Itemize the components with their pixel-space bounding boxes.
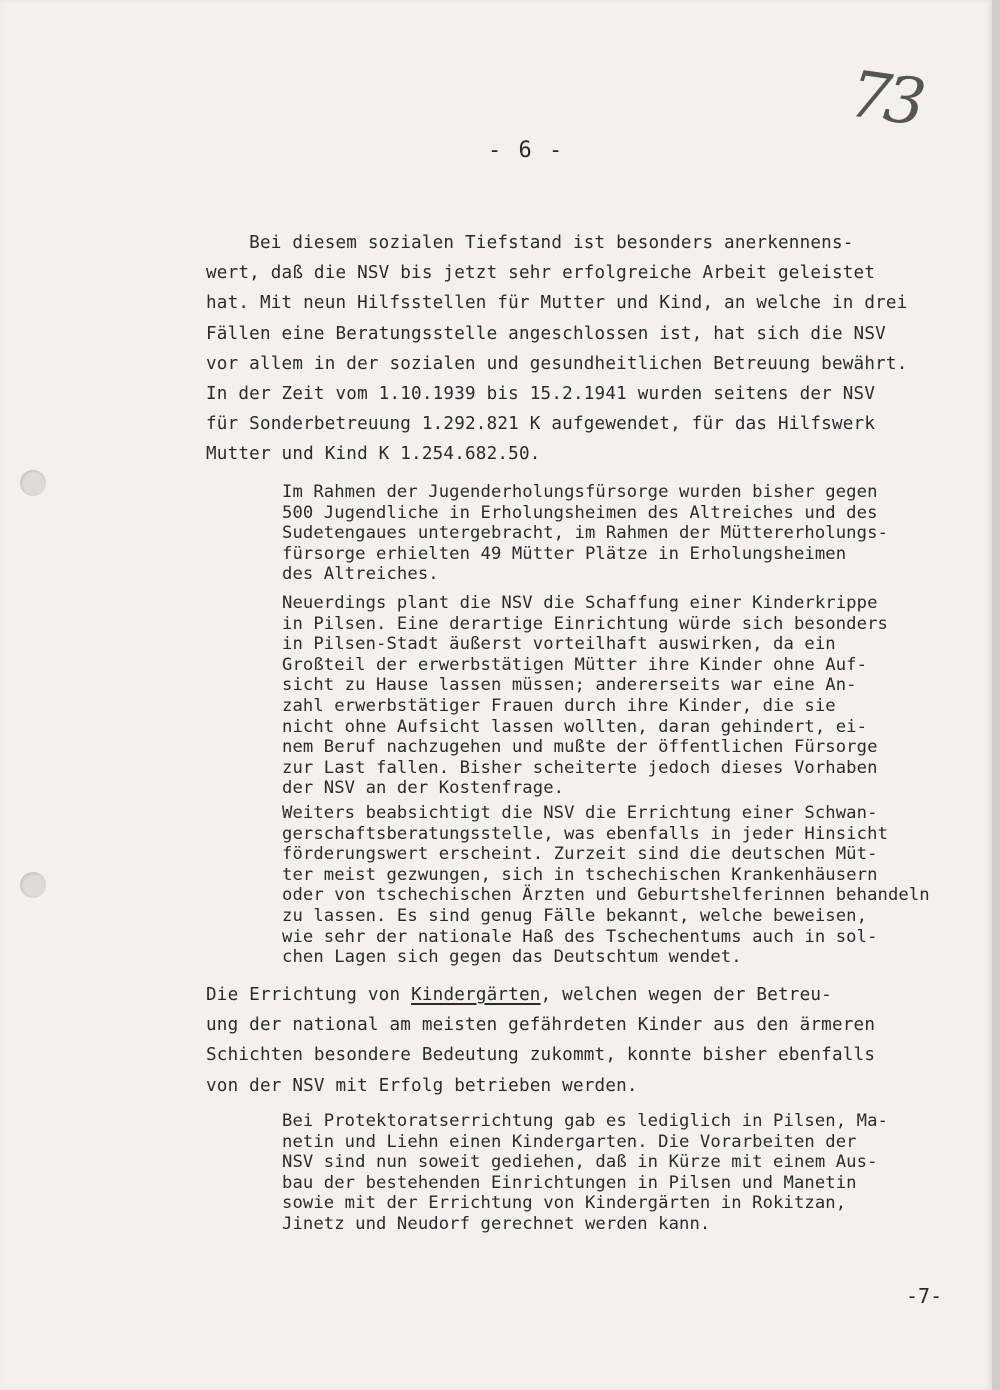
paragraph-6: Bei Protektoratserrichtung gab es lediglich in Pilsen, Ma- netin und Liehn einen Kindergarten. Die Vorarbeiten der NSV sind nun soweit gediehen, daß in Kürze mit einem Aus- bau der bestehenden Einrichtungen in Pilsen und Manetin sowie mit der Errichtung von Kindergärten in Rokitzan, Jinetz und Neudorf gerechnet werden kann.	[282, 1111, 888, 1234]
punch-hole	[20, 872, 46, 898]
next-page-marker: -7-	[906, 1284, 943, 1308]
paragraph-5-rest: , welchen wegen der Betreu- ung der national am meisten gefährdeten Kinder aus den ärmeren Schichten besondere Bedeutung zukommt, konnte bisher ebenfalls von der NSV mit Erfolg betrieben werden.	[206, 985, 876, 1096]
punch-hole	[20, 470, 46, 496]
paragraph-1: Bei diesem sozialen Tiefstand ist besonders anerkennens- wert, daß die NSV bis jetzt sehr erfolgreiche Arbeit geleistet hat. Mit neun Hilfsstellen für Mutter und Kind, an welche in drei Fällen eine Beratungsstelle angeschlossen ist, hat sich die NSV vor allem in der sozialen und gesundheitlichen Betreuung bewährt. In der Zeit vom 1.10.1939 bis 15.2.1941 wurden seitens der NSV für Sonderbetreuung 1.292.821 K aufgewendet, für das Hilfswerk Mutter und Kind K 1.254.682.50.	[206, 233, 908, 465]
page-number: - 6 -	[488, 138, 565, 163]
paragraph-4: Weiters beabsichtigt die NSV die Errichtung einer Schwan- gerschaftsberatungsstelle, was ebenfalls in jeder Hinsicht förderungswert erscheint. Zurzeit sind die deutschen Müt- ter meist gezwungen, sich in tschechischen Krankenhäusern oder von tschechischen Ärzten und Geburtshelferinnen behandeln zu lassen. Es sind genug Fälle bekannt, welche beweisen, wie sehr der nationale Haß des Tschechentums auch in sol- chen Lagen sich gegen das Deutschtum wendet.	[282, 803, 930, 968]
paragraph-5-start: Die Errichtung von	[206, 985, 412, 1005]
paragraph-5	[206, 980, 875, 1101]
underlined-term: Kindergärten	[411, 985, 541, 1005]
paragraph-2: Im Rahmen der Jugenderholungsfürsorge wurden bisher gegen 500 Jugendliche in Erholungsheimen des Altreiches und des Sudetengaues untergebracht, im Rahmen der Müttererholungs- fürsorge erhielten 49 Mütter Plätze in Erholungsheimen des Altreiches.	[282, 482, 888, 585]
handwritten-folio-number: 73	[845, 57, 925, 141]
paragraph-3: Neuerdings plant die NSV die Schaffung einer Kinderkrippe in Pilsen. Eine derartige Einrichtung würde sich besonders in Pilsen-Stadt äußerst vorteilhaft auswirken, da ein Großteil der erwerbstätigen Mütter ihre Kinder ohne Auf- sicht zu Hause lassen müssen; andererseits war eine An- zahl erwerbstätiger Frauen durch ihre Kinder, die sie nicht ohne Aufsicht lassen wollten, daran gehindert, ei- nem Beruf nachzugehen und mußte der öffentlichen Fürsorge zur Last fallen. Bisher scheiterte jedoch dieses Vorhaben der NSV an der Kostenfrage.	[282, 593, 888, 799]
